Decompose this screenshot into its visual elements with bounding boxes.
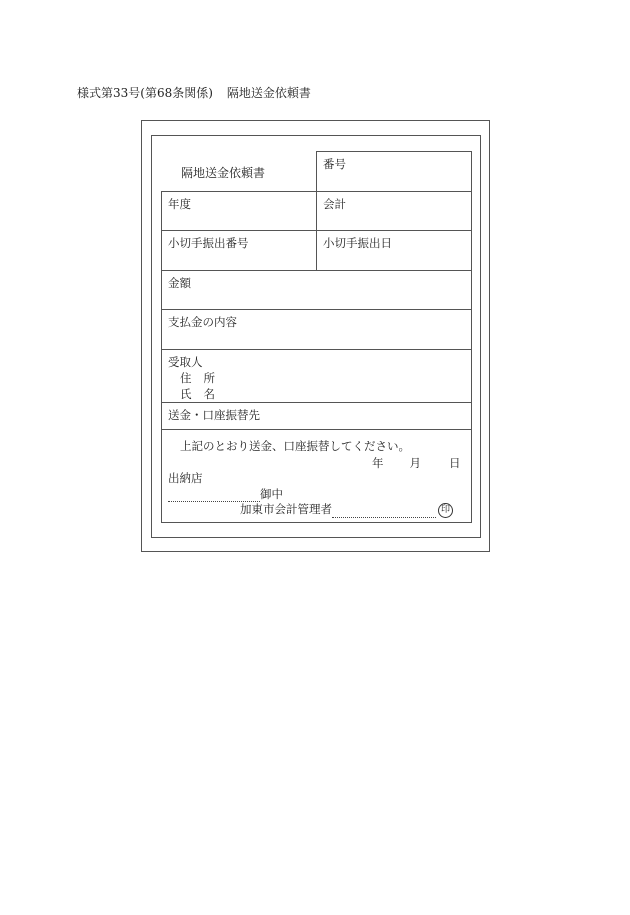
form-title: 隔地送金依頼書 [181,166,266,180]
amount-label: 金額 [168,276,191,290]
honorific-label: 御中 [260,487,283,501]
recipient-address-label: 住 所 [180,371,215,385]
manager-label: 加東市会計管理者 [240,502,332,516]
recipient-name-label: 氏 名 [180,387,215,401]
fiscal-year-label: 年度 [168,197,191,211]
form-number: 様式第33号(第68条関係) [77,86,213,100]
form-header [77,84,311,101]
manager-line [240,501,453,518]
recipient-label: 受取人 [168,355,203,369]
shop-label: 出納店 [168,471,203,485]
number-cell[interactable] [316,151,472,192]
account-label: 会計 [323,197,346,211]
check-number-cell[interactable] [161,230,317,271]
month-label: 月 [409,456,421,470]
form-name: 隔地送金依頼書 [226,86,311,100]
seal-icon: 印 [438,503,453,518]
recipient-cell[interactable] [161,349,472,403]
check-date-label: 小切手振出日 [323,236,392,250]
request-text: 上記のとおり送金、口座振替してください。 [180,439,410,453]
transfer-destination-label: 送金・口座振替先 [168,408,260,422]
recipient-block [168,354,215,402]
year-label: 年 [372,456,384,470]
check-date-cell[interactable] [316,230,472,271]
shop-line[interactable] [168,486,283,502]
transfer-destination-cell[interactable] [161,402,472,430]
payment-detail-label: 支払金の内容 [168,315,237,329]
payment-detail-cell[interactable] [161,309,472,350]
number-label: 番号 [323,157,346,171]
amount-cell[interactable] [161,270,472,310]
account-cell[interactable] [316,191,472,231]
request-section [161,429,472,523]
date-row[interactable] [372,455,461,471]
day-label: 日 [449,456,461,470]
manager-dotted-line [332,507,436,518]
fiscal-year-cell[interactable] [161,191,317,231]
check-number-label: 小切手振出番号 [168,236,249,250]
